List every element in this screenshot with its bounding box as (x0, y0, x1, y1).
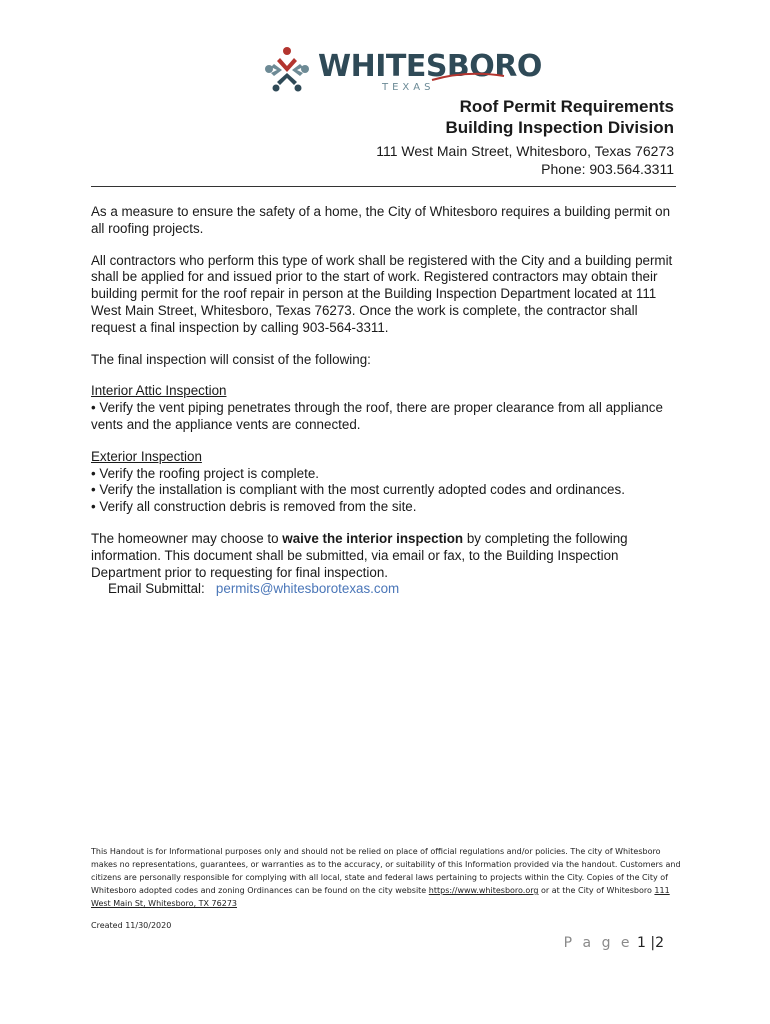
waive-text-bold: waive the interior inspection (282, 530, 464, 546)
address-link[interactable]: 111 West Main St, Whitesboro, TX 76273 (91, 886, 670, 908)
exterior-item: • Verify the installation is compliant with the most currently adopted codes and ordinances. (91, 482, 681, 499)
waive-paragraph (91, 531, 681, 581)
phone: Phone: 903.564.3311 (541, 161, 674, 177)
disclaimer-or: or at the City of Whitesboro (541, 886, 652, 895)
logo-swoosh-icon (422, 64, 512, 84)
interior-section (91, 383, 681, 433)
page-total: 2 (655, 935, 664, 951)
page-number (564, 935, 664, 951)
waive-text-pre: The homeowner may choose to (91, 530, 283, 546)
city-logo (262, 44, 542, 98)
interior-item: • Verify the vent piping penetrates through the roof, there are proper clearance from all appliance vents and the appliance vents are connected. (91, 400, 681, 434)
created-date: Created 11/30/2020 (91, 921, 172, 930)
page-separator: | (650, 935, 656, 951)
page-label: P a g e (563, 935, 633, 951)
page-current: 1 (636, 935, 646, 951)
intro-paragraph: As a measure to ensure the safety of a home, the City of Whitesboro requires a building permit on all roofing projects. (91, 204, 671, 236)
logo-mark-icon (262, 44, 312, 94)
contractor-paragraph: All contractors who perform this type of work shall be registered with the City and a building permit shall be applied for and issued prior to the start of work. Registered contractors may obtain their building permit for the roof repair in person at the Building Inspection Department located at 111 West Main Street, Whitesboro, Texas 76273. Once the work is complete, the contractor shall request a final inspection by calling 903-564-3311. (91, 252, 673, 335)
logo-wordmark: WHITESBORO (318, 49, 542, 84)
title-line-2: Building Inspection Division (445, 118, 674, 137)
exterior-item: • Verify all construction debris is removed from the site. (91, 499, 681, 516)
logo-subtitle: TEXAS (382, 82, 435, 93)
document-header (376, 96, 674, 178)
address: 111 West Main Street, Whitesboro, Texas 76273 (376, 143, 674, 159)
interior-heading: Interior Attic Inspection (91, 383, 227, 399)
website-link[interactable]: https://www.whitesboro.org (428, 886, 539, 895)
email-label: Email Submittal: (108, 581, 205, 597)
title-line-1: Roof Permit Requirements (459, 97, 674, 116)
document-body (91, 204, 681, 598)
email-submittal-line (91, 581, 681, 598)
disclaimer (91, 845, 681, 910)
final-inspection-intro: The final inspection will consist of the following: (91, 351, 371, 367)
waive-text-post: by completing the following information. This document shall be submitted, via email or fax, to the Building Inspection Department prior to requesting for final inspection. (91, 530, 628, 580)
disclaimer-text: This Handout is for Informational purposes only and should not be relied on place of official regulations and/or policies. The city of Whitesboro makes no representations, guarantees, or warranties as to the accuracy, or suitability of this Information provided via the handout. Customers and citizens are personally responsible for complying with all local, state and federal laws pertaining to projects within the City. Copies of the City of Whitesboro adopted codes and zoning Ordinances can be found on the city website (91, 847, 681, 895)
header-divider (91, 186, 676, 187)
exterior-heading: Exterior Inspection (91, 448, 202, 464)
exterior-section (91, 449, 681, 516)
email-link[interactable]: permits@whitesborotexas.com (215, 581, 400, 597)
exterior-item: • Verify the roofing project is complete. (91, 466, 681, 483)
